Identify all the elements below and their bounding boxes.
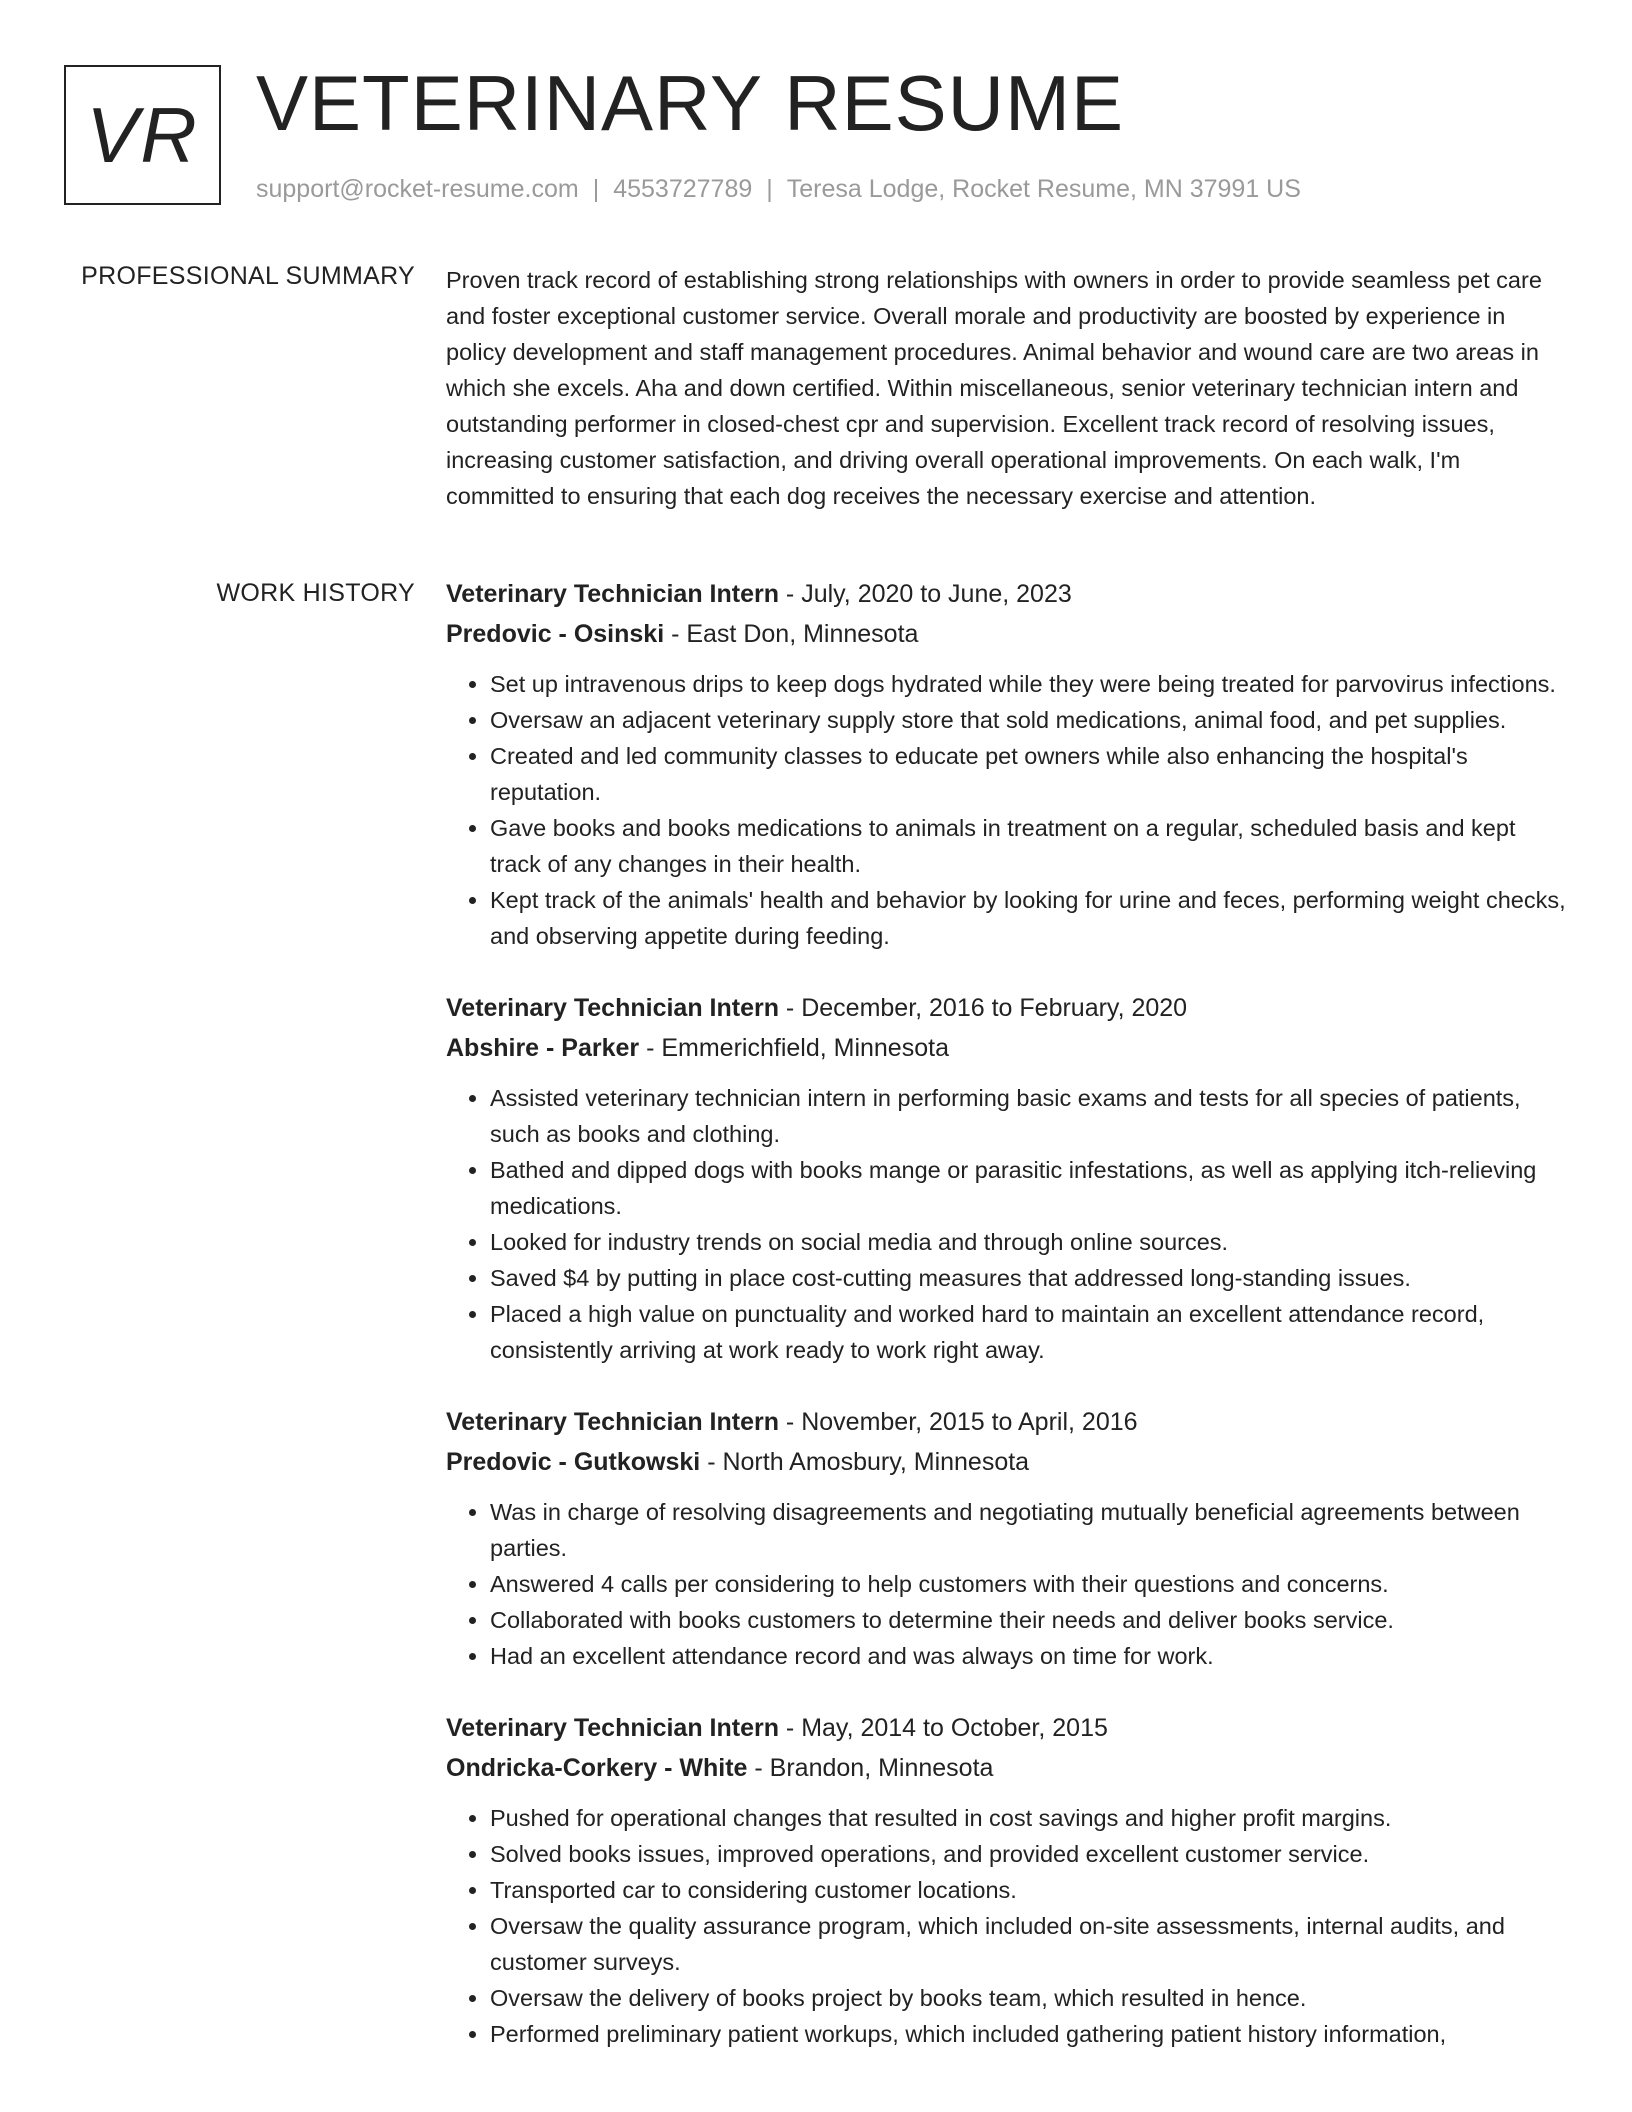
list-item: • Performed preliminary patient workups, which included gathering patient history information, — [490, 2016, 1566, 2052]
job-dates: - July, 2020 to June, 2023 — [778, 580, 1072, 608]
list-item: • Placed a high value on punctuality and worked hard to maintain an excellent attendance record, consistently arriving at work ready to work right away. — [490, 1296, 1566, 1368]
contact-phone[interactable]: 4553727789 — [613, 175, 753, 203]
job-location: - North Amosbury, Minnesota — [700, 1448, 1030, 1476]
job-entry — [446, 574, 1566, 954]
list-item: • Oversaw an adjacent veterinary supply store that sold medications, animal food, and pet supplies. — [490, 702, 1566, 738]
monogram-logo: VR — [64, 65, 221, 205]
list-item: • Was in charge of resolving disagreements and negotiating mutually beneficial agreements between parties. — [490, 1494, 1566, 1566]
job-entry — [446, 1708, 1566, 2052]
contact-separator: | — [766, 175, 773, 203]
list-item: • Answered 4 calls per considering to help customers with their questions and concerns. — [490, 1566, 1566, 1602]
job-bullets — [446, 1800, 1566, 2052]
job-dates: - December, 2016 to February, 2020 — [778, 994, 1188, 1022]
list-item: • Oversaw the quality assurance program, which included on-site assessments, internal audits, and customer surveys. — [490, 1908, 1566, 1980]
list-item: • Oversaw the delivery of books project by books team, which resulted in hence. — [490, 1980, 1566, 2016]
job-bullets — [446, 1080, 1566, 1368]
job-company: Ondricka-Corkery - White — [446, 1754, 748, 1782]
list-item: • Collaborated with books customers to determine their needs and deliver books service. — [490, 1602, 1566, 1638]
list-item: • Created and led community classes to educate pet owners while also enhancing the hospital's reputation. — [490, 738, 1566, 810]
job-company: Abshire - Parker — [446, 1034, 640, 1062]
summary-text: Proven track record of establishing strong relationships with owners in order to provide seamless pet care and foster exceptional customer service. Overall morale and productivity are boosted by experience in policy development and staff management procedures. Animal behavior and wound care are two areas in which she excels. Aha and down certified. Within miscellaneous, senior veterinary technician intern and outstanding performer in closed-chest cpr and supervision. Excellent track record of resolving issues, increasing customer satisfaction, and driving overall operational improvements. On each walk, I'm committed to ensuring that each dog receives the necessary exercise and attention. — [446, 267, 1542, 509]
job-location: - East Don, Minnesota — [664, 620, 919, 648]
list-item: • Assisted veterinary technician intern in performing basic exams and tests for all species of patients, such as books and clothing. — [490, 1080, 1566, 1152]
job-location: - Emmerichfield, Minnesota — [639, 1034, 949, 1062]
job-entry — [446, 1402, 1566, 1674]
contact-address: Teresa Lodge, Rocket Resume, MN 37991 US — [786, 175, 1301, 203]
job-title: Veterinary Technician Intern — [446, 1714, 779, 1742]
list-item: • Set up intravenous drips to keep dogs hydrated while they were being treated for parvovirus infections. — [490, 666, 1566, 702]
section-label-work: WORK HISTORY — [216, 579, 415, 607]
list-item: • Kept track of the animals' health and behavior by looking for urine and feces, performing weight checks, and observing appetite during feeding. — [490, 882, 1566, 954]
job-title: Veterinary Technician Intern — [446, 994, 779, 1022]
job-location: - Brandon, Minnesota — [747, 1754, 994, 1782]
contact-email[interactable]: support@rocket-resume.com — [256, 175, 579, 203]
list-item: • Transported car to considering customer locations. — [490, 1872, 1566, 1908]
list-item: • Gave books and books medications to animals in treatment on a regular, scheduled basis and kept track of any changes in their health. — [490, 810, 1566, 882]
job-company: Predovic - Gutkowski — [446, 1448, 701, 1476]
list-item: • Bathed and dipped dogs with books mange or parasitic infestations, as well as applying itch-relieving medications. — [490, 1152, 1566, 1224]
job-company: Predovic - Osinski — [446, 620, 665, 648]
contact-separator: | — [592, 175, 600, 203]
list-item: • Had an excellent attendance record and was always on time for work. — [490, 1638, 1566, 1674]
resume-title: VETERINARY RESUME — [256, 59, 1124, 147]
list-item: • Pushed for operational changes that resulted in cost savings and higher profit margins. — [490, 1800, 1566, 1836]
list-item: • Looked for industry trends on social media and through online sources. — [490, 1224, 1566, 1260]
job-bullets — [446, 1494, 1566, 1674]
list-item: • Saved $4 by putting in place cost-cutting measures that addressed long-standing issues. — [490, 1260, 1566, 1296]
list-item: • Solved books issues, improved operations, and provided excellent customer service. — [490, 1836, 1566, 1872]
job-title: Veterinary Technician Intern — [446, 1408, 779, 1436]
contact-line — [256, 175, 1301, 204]
job-bullets — [446, 666, 1566, 954]
job-dates: - May, 2014 to October, 2015 — [778, 1714, 1108, 1742]
section-label-summary: PROFESSIONAL SUMMARY — [81, 262, 415, 290]
job-title: Veterinary Technician Intern — [446, 580, 779, 608]
job-entry — [446, 988, 1566, 1368]
job-dates: - November, 2015 to April, 2016 — [778, 1408, 1138, 1436]
resume-header — [64, 59, 1572, 210]
